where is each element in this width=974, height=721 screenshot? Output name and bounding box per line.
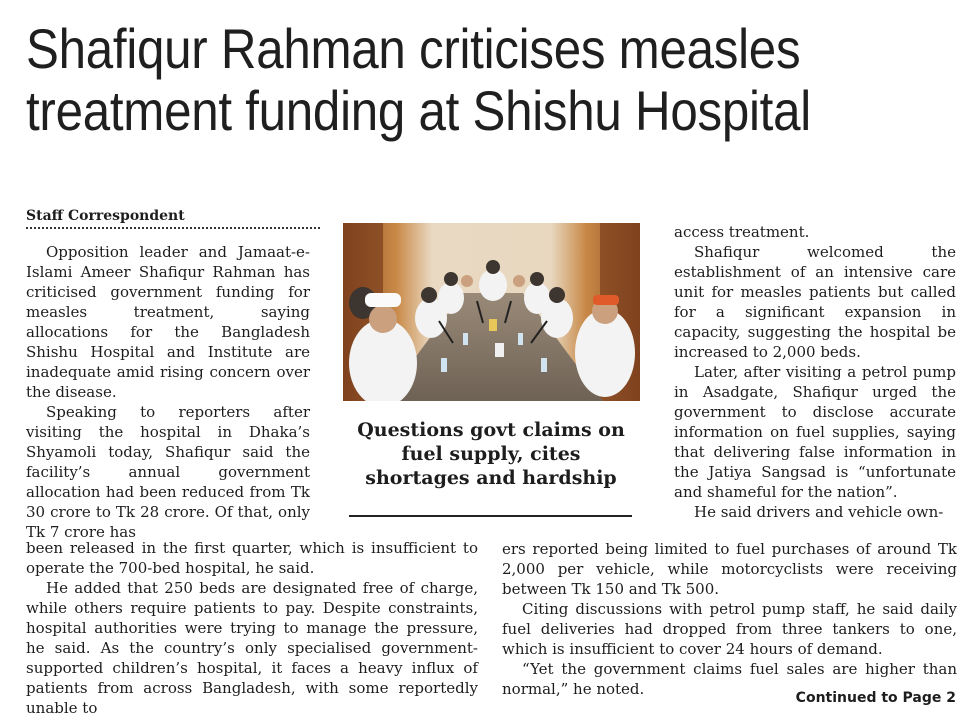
paragraph: Shafiqur welcomed the establishment of an intensive care unit for measles patients but called for a significant expansion in capacity, suggesting the hospital be increased to 2,000 beds. [674, 243, 956, 361]
paragraph: ers reported being limited to fuel purchases of around Tk 2,000 per vehicle, while motorcyclists were receiving between Tk 150 and Tk 500. [502, 540, 957, 598]
paragraph: He added that 250 beds are designated free of charge, while others require patients to pay. Despite constraints, hospital authorities were trying to manage the pressure, he said. As the country’s only specialised government-supported children’s hospital, it faces a heavy influx of patients from across Bangladesh, with some reportedly unable to [26, 579, 478, 717]
column-1-continued [26, 538, 478, 718]
headline [26, 18, 849, 142]
headline-line-1: Shafiqur Rahman criticises measles [26, 17, 801, 80]
column-1 [26, 242, 310, 542]
paragraph: Speaking to reporters after visiting the hospital in Dhaka’s Shyamoli today, Shafiqur said the facility’s annual government allocation had been reduced from Tk 30 crore to Tk 28 crore. Of that, only Tk 7 crore has [26, 403, 310, 541]
paragraph: Opposition leader and Jamaat-e-Islami Ameer Shafiqur Rahman has criticised government funding for measles treatment, saying allocations for the Bangladesh Shishu Hospital and Institute are inadequate amid rising concern over the disease. [26, 243, 310, 401]
column-3-continued [502, 539, 957, 699]
paragraph: access treatment. [674, 223, 810, 241]
paragraph: been released in the first quarter, which is insufficient to operate the 700-bed hospital, he said. [26, 539, 478, 577]
headline-line-2: treatment funding at Shishu Hospital [26, 79, 811, 142]
column-3 [674, 222, 956, 522]
meeting-photo-image [343, 223, 640, 401]
meeting-photo [343, 223, 640, 401]
paragraph: Citing discussions with petrol pump staff, he said daily fuel deliveries had dropped from three tankers to one, which is insufficient to cover 24 hours of demand. [502, 600, 957, 658]
pullquote-rule [349, 515, 632, 517]
paragraph: He said drivers and vehicle own- [694, 503, 944, 521]
paragraph: “Yet the government claims fuel sales are higher than normal,” he noted. [502, 660, 957, 698]
continued-to-page-link: Continued to Page 2 [795, 690, 956, 706]
pullquote: Questions govt claims on fuel supply, cites shortages and hardship [357, 419, 625, 489]
paragraph: Later, after visiting a petrol pump in Asadgate, Shafiqur urged the government to disclose accurate information on fuel supplies, saying that delivering false information in the Jatiya Sangsad is “unfortunate and shameful for the nation”. [674, 363, 956, 501]
byline-dotted-rule [26, 227, 320, 229]
byline: Staff Correspondent [26, 208, 185, 224]
